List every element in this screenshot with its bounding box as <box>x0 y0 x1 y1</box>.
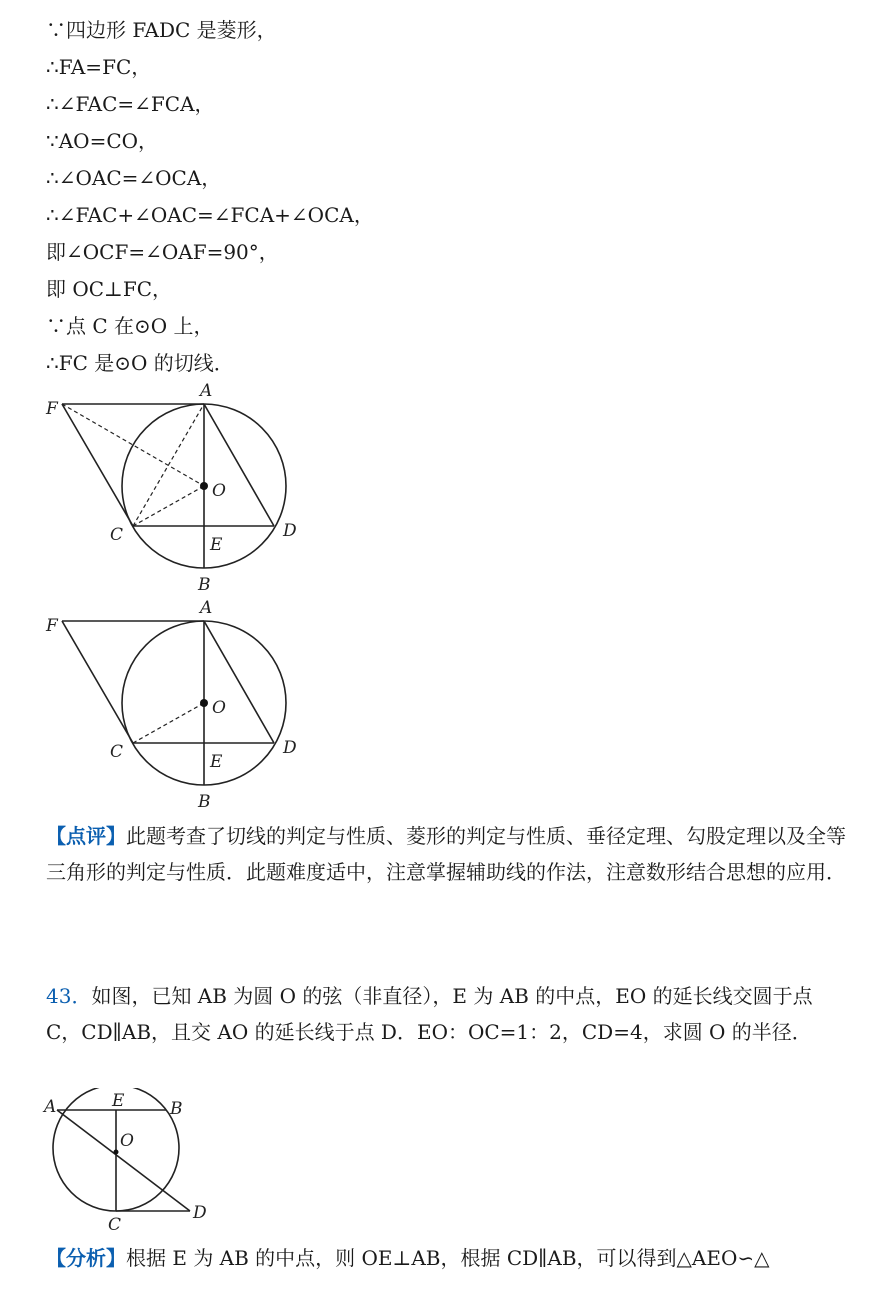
geometry-figure-2 <box>40 597 330 812</box>
center-dot <box>200 482 208 490</box>
comment-paragraph <box>46 818 846 890</box>
label-o: O <box>212 481 226 501</box>
label-e: E <box>210 752 223 772</box>
label-e: E <box>112 1091 125 1111</box>
segment-ad <box>204 404 274 526</box>
label-f: F <box>46 399 58 419</box>
label-b: B <box>198 792 211 812</box>
label-d: D <box>193 1203 207 1223</box>
segment-ad <box>204 621 274 743</box>
proof-line-9: ∵点 C 在⊙O 上， <box>46 314 214 338</box>
geometry-figure-3 <box>40 1088 220 1238</box>
segment-fc <box>62 404 133 526</box>
label-f: F <box>46 616 58 636</box>
segment-fc <box>62 621 133 743</box>
proof-line-10: ∴FC 是⊙O 的切线． <box>46 351 234 375</box>
problem-text: 如图，已知 AB 为圆 O 的弦（非直径），E 为 AB 的中点，EO 的延长线交圆于点 C，CD∥AB，且交 AO 的延长线于点 D．EO：OC=1：2，CD=4，求圆 O 的半径． <box>46 984 813 1044</box>
geometry-figure-1 <box>40 380 330 595</box>
label-a: A <box>200 381 213 401</box>
proof-line-5: ∴∠OAC=∠OCA， <box>46 166 222 190</box>
label-b: B <box>170 1099 183 1119</box>
label-d: D <box>283 521 297 541</box>
label-d: D <box>283 738 297 758</box>
proof-line-1: ∵四边形 FADC 是菱形， <box>46 18 277 42</box>
label-e: E <box>210 535 223 555</box>
center-dot <box>114 1150 119 1155</box>
label-o: O <box>120 1131 134 1151</box>
analysis-tag: 【分析】 <box>46 1246 126 1270</box>
proof-line-8: 即 OC⊥FC， <box>46 277 173 301</box>
dashed-ca <box>133 404 204 526</box>
center-dot <box>200 699 208 707</box>
comment-text: 此题考查了切线的判定与性质、菱形的判定与性质、垂径定理、勾股定理以及全等三角形的判定与性质．此题难度适中，注意掌握辅助线的作法，注意数形结合思想的应用． <box>46 824 846 884</box>
analysis-text: 根据 E 为 AB 的中点，则 OE⊥AB，根据 CD∥AB，可以得到△AEO∽△ <box>126 1246 770 1270</box>
problem-43 <box>46 978 846 1050</box>
label-a: A <box>200 598 213 618</box>
label-c: C <box>110 525 124 545</box>
dashed-co <box>133 486 204 526</box>
proof-line-7: 即∠OCF=∠OAF=90°， <box>46 240 279 264</box>
proof-line-3: ∴∠FAC=∠FCA， <box>46 92 215 116</box>
segment-ad <box>57 1110 190 1211</box>
proof-line-6: ∴∠FAC+∠OAC=∠FCA+∠OCA， <box>46 203 374 227</box>
problem-number: 43． <box>46 984 92 1008</box>
analysis-paragraph <box>46 1240 846 1276</box>
proof-line-2: ∴FA=FC， <box>46 55 152 79</box>
proof-line-4: ∵AO=CO， <box>46 129 159 153</box>
label-a: A <box>44 1097 57 1117</box>
label-c: C <box>110 742 124 762</box>
label-c: C <box>108 1215 122 1235</box>
label-b: B <box>198 575 211 595</box>
dashed-co <box>133 703 204 743</box>
label-o: O <box>212 698 226 718</box>
comment-tag: 【点评】 <box>46 824 126 848</box>
